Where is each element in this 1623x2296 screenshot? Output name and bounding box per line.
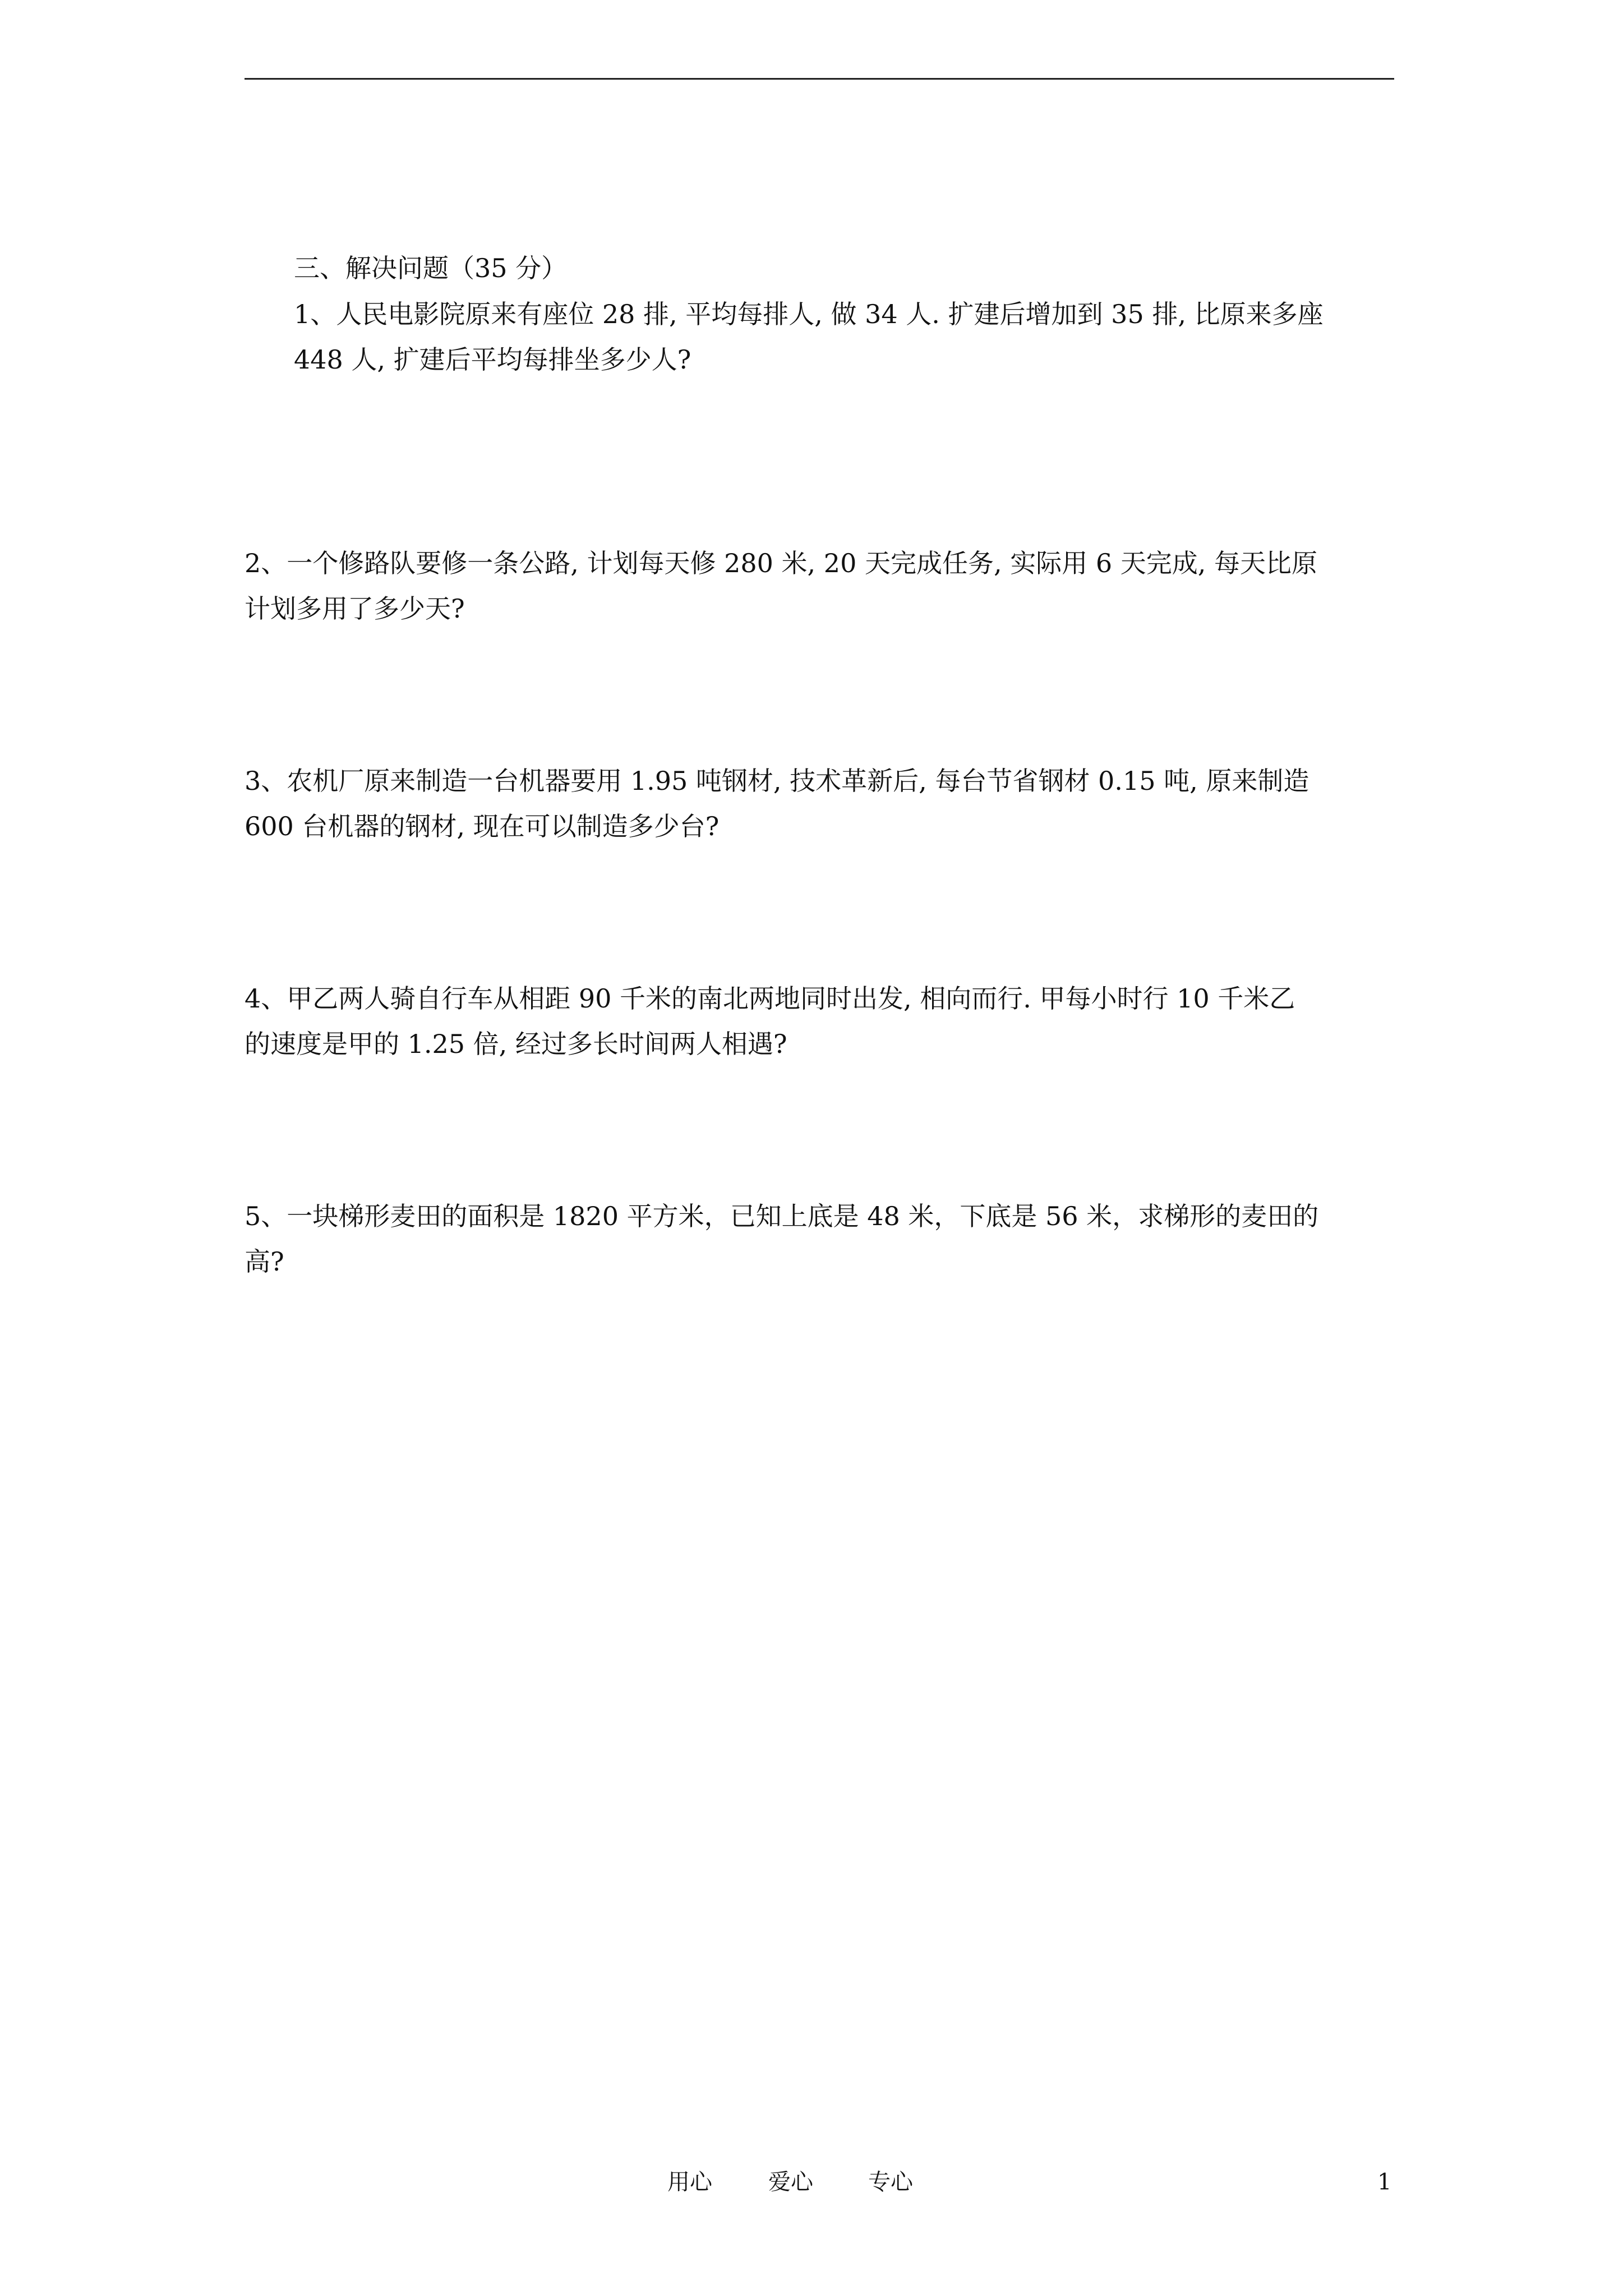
footer-motto-1: 用心 — [667, 2169, 712, 2195]
section-heading: 三、解决问题（35 分） — [294, 253, 568, 283]
problem-4-line-2: 的速度是甲的 1.25 倍, 经过多长时间两人相遇? — [245, 1029, 787, 1059]
problem-2-line-1: 2、一个修路队要修一条公路, 计划每天修 280 米, 20 天完成任务, 实际用 6 天完成, 每天比原 — [245, 548, 1317, 578]
problem-4-line-1: 4、甲乙两人骑自行车从相距 90 千米的南北两地同时出发, 相向而行. 甲每小时行 10 千米乙 — [245, 983, 1295, 1014]
footer-motto-3: 专心 — [868, 2169, 913, 2195]
problem-1-line-2: 448 人, 扩建后平均每排坐多少人? — [294, 344, 691, 375]
page-number: 1 — [1377, 2169, 1392, 2195]
problem-3-line-2: 600 台机器的钢材, 现在可以制造多少台? — [245, 811, 720, 841]
problem-5-line-1: 5、一块梯形麦田的面积是 1820 平方米，已知上底是 48 米，下底是 56 米，求梯形的麦田的 — [245, 1201, 1319, 1231]
header-rule — [245, 78, 1394, 80]
problem-3-line-1: 3、农机厂原来制造一台机器要用 1.95 吨钢材, 技术革新后, 每台节省钢材 0.15 吨, 原来制造 — [245, 766, 1310, 796]
problem-1-line-1: 1、人民电影院原来有座位 28 排, 平均每排人, 做 34 人. 扩建后增加到 35 排, 比原来多座 — [294, 299, 1324, 329]
footer-motto-2: 爱心 — [768, 2169, 813, 2195]
problem-5-line-2: 高? — [245, 1246, 284, 1277]
problem-2-line-2: 计划多用了多少天? — [245, 593, 465, 624]
